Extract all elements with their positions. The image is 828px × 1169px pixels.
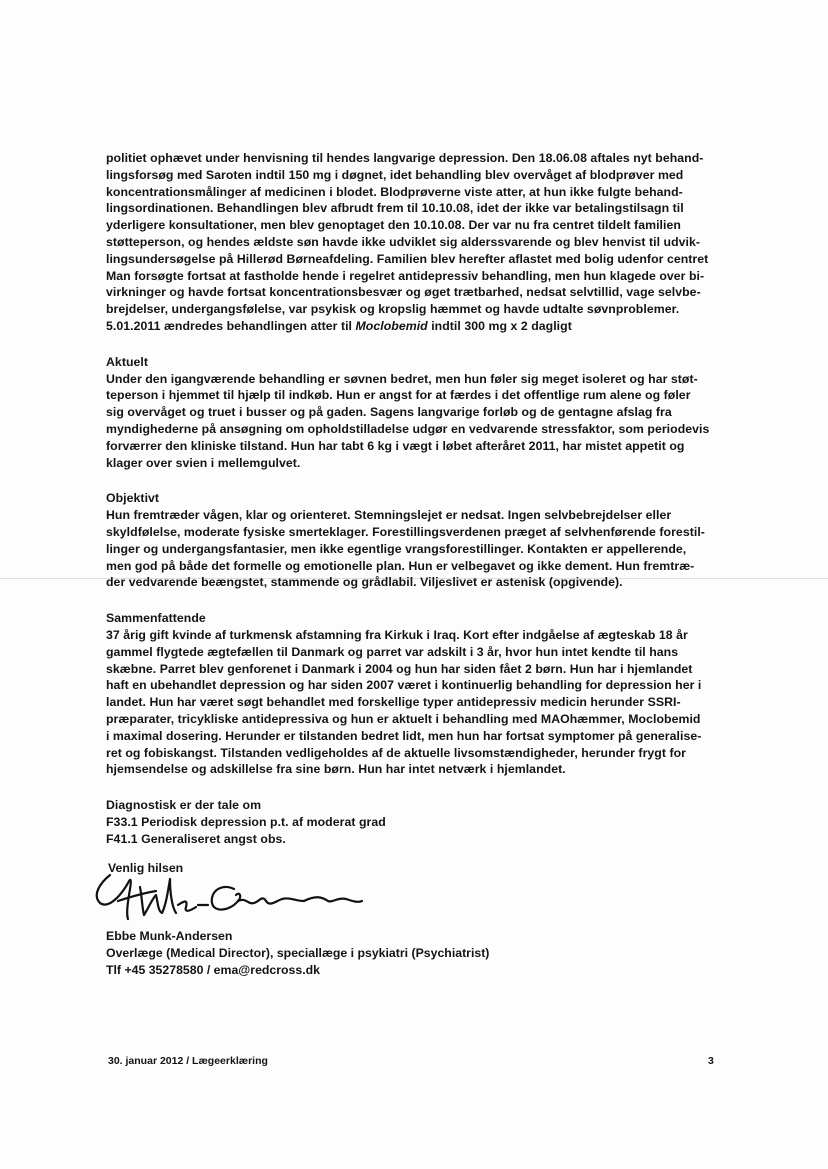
section-line: der vedvarende beængstet, stammende og grådlabil. Viljeslivet er astenisk (opgivende). — [106, 575, 623, 590]
history-line: støtteperson, og hendes ældste søn havde ikke udviklet sig alderssvarende og blev henvist til udvik- — [106, 234, 701, 249]
history-line-last — [106, 318, 688, 335]
drug-name: Moclobemid — [355, 318, 428, 333]
history-line: lingsundersøgelse på Hillerød Børneafdeling. Familien blev herefter aflastet med bolig udenfor centret — [106, 251, 709, 266]
history-line: koncentrationsmålinger af medicinen i blodet. Blodprøverne viste atter, at hun ikke fulgte behand- — [106, 184, 683, 199]
diagnosis-item: F41.1 Generaliseret angst obs. — [106, 831, 286, 846]
section-line: skyldfølelse, moderate fysiske smerteklager. Forestillingsverdenen præget af selvhenførende forestil- — [106, 524, 705, 539]
sammenfattende-section — [106, 610, 702, 778]
signatory-details — [106, 928, 489, 979]
signatory-title: Overlæge (Medical Director), speciallæge i psykiatri (Psychiatrist) — [106, 946, 490, 960]
history-line: lingsordinationen. Behandlingen blev afbrudt frem til 10.10.08, idet der ikke var betalingstilsagn til — [106, 201, 684, 216]
signatory-name: Ebbe Munk-Andersen — [106, 929, 233, 943]
diagnosis-section — [106, 797, 688, 847]
section-line: forværrer den kliniske tilstand. Hun har tabt 6 kg i vægt i løbet afteråret 2011, har mistet appetit og — [106, 438, 685, 453]
history-line: lingsforsøg med Saroten indtil 150 mg i døgnet, idet behandling blev overvåget af blodprøver med — [106, 167, 684, 182]
history-line: Man forsøgte fortsat at fastholde hende i regelret antidepressiv behandling, men hun klagede over bi- — [106, 268, 705, 283]
closing-greeting: Venlig hilsen — [108, 861, 184, 875]
section-line: sig overvåget og truet i busser og på gaden. Sagens langvarige forløb og de gentagne afslag fra — [106, 405, 672, 420]
section-line: teperson i hjemmet til hjælp til indkøb. Hun er angst for at færdes i det offentlige rum alene og føler — [106, 388, 691, 403]
section-heading: Objektivt — [106, 491, 160, 506]
section-line: præparater, tricykliske antidepressiva og hun er aktuelt i behandling med MAOhæmmer, Moclobemid — [106, 711, 701, 726]
history-line: brejdelser, undergangsfølelse, var psykisk og kropslig hæmmet og havde udtalte søvnproblemer. — [106, 302, 680, 317]
section-line: men god på både det formelle og emotionelle plan. Hun er velbegavet og ikke dement. Hun fremtræ- — [106, 558, 695, 573]
section-line: klager over svien i mellemgulvet. — [106, 455, 301, 470]
section-line: Under den igangværende behandling er søvnen bedret, men hun føler sig meget isoleret og har støt- — [106, 371, 698, 386]
section-heading: Aktuelt — [106, 354, 149, 369]
history-line: virkninger og havde fortsat koncentrationsbesvær og øget trætbarhed, nedsat selvtillid, vage selvbe- — [106, 285, 701, 300]
section-heading: Sammenfattende — [106, 611, 206, 626]
section-line: gammel flygtede ægtefællen til Danmark og parret var adskilt i 3 år, hvor hun intet kendte til hans — [106, 644, 679, 659]
page-number: 3 — [708, 1055, 714, 1067]
diagnosis-intro: Diagnostisk er der tale om — [106, 798, 262, 813]
section-line: hjemsendelse og adskillelse fra sine børn. Hun har intet netværk i hjemlandet. — [106, 762, 566, 777]
letter-body — [106, 150, 710, 847]
section-line: haft en ubehandlet depression og har siden 2007 været i kontinuerlig behandling for depression her i — [106, 678, 702, 693]
footer-date-label: 30. januar 2012 / Lægeerklæring — [108, 1055, 268, 1067]
history-last-prefix: 5.01.2011 ændredes behandlingen atter til — [106, 318, 356, 333]
history-line: politiet ophævet under henvisning til hendes langvarige depression. Den 18.06.08 aftales nyt behand- — [106, 151, 704, 165]
section-line: myndighederne på ansøgning om opholdstilladelse udgør en vedvarende stressfaktor, som periodevis — [106, 421, 710, 436]
objektivt-section — [106, 490, 705, 591]
signature-block — [106, 861, 526, 931]
section-line: linger og undergangsfantasier, men ikke egentlige vrangsforestillinger. Kontakten er appellerende, — [106, 541, 687, 556]
section-line: ret og fobiskangst. Tilstanden vedligeholdes af de aktuelle livsomstændigheder, herunder frygt for — [106, 745, 687, 760]
section-line: i maximal dosering. Herunder er tilstanden bedret lidt, men hun har fortsat symptomer på generalise- — [106, 728, 702, 743]
history-paragraph — [106, 150, 709, 335]
section-line: Hun fremtræder vågen, klar og orienteret. Stemningslejet er nedsat. Ingen selvbebrejdelser eller — [106, 508, 672, 523]
history-last-suffix: indtil 300 mg x 2 dagligt — [427, 318, 572, 333]
signatory-contact: Tlf +45 35278580 / ema@redcross.dk — [106, 963, 320, 977]
handwritten-signature — [70, 861, 490, 931]
section-line: skæbne. Parret blev genforenet i Danmark i 2004 og hun har siden fået 2 børn. Hun har i hjemlandet — [106, 661, 693, 676]
diagnosis-item: F33.1 Periodisk depression p.t. af moderat grad — [106, 814, 386, 829]
section-line: 37 årig gift kvinde af turkmensk afstamning fra Kirkuk i Iraq. Kort efter indgåelse af ægteskab 18 år — [106, 627, 688, 642]
section-line: landet. Hun har været søgt behandlet med forskellige typer antidepressiv medicin herunder SSRI- — [106, 695, 681, 710]
history-line: yderligere konsultationer, men blev genoptaget den 10.10.08. Der var nu fra centret tildelt familien — [106, 218, 681, 233]
aktuelt-section — [106, 354, 710, 472]
